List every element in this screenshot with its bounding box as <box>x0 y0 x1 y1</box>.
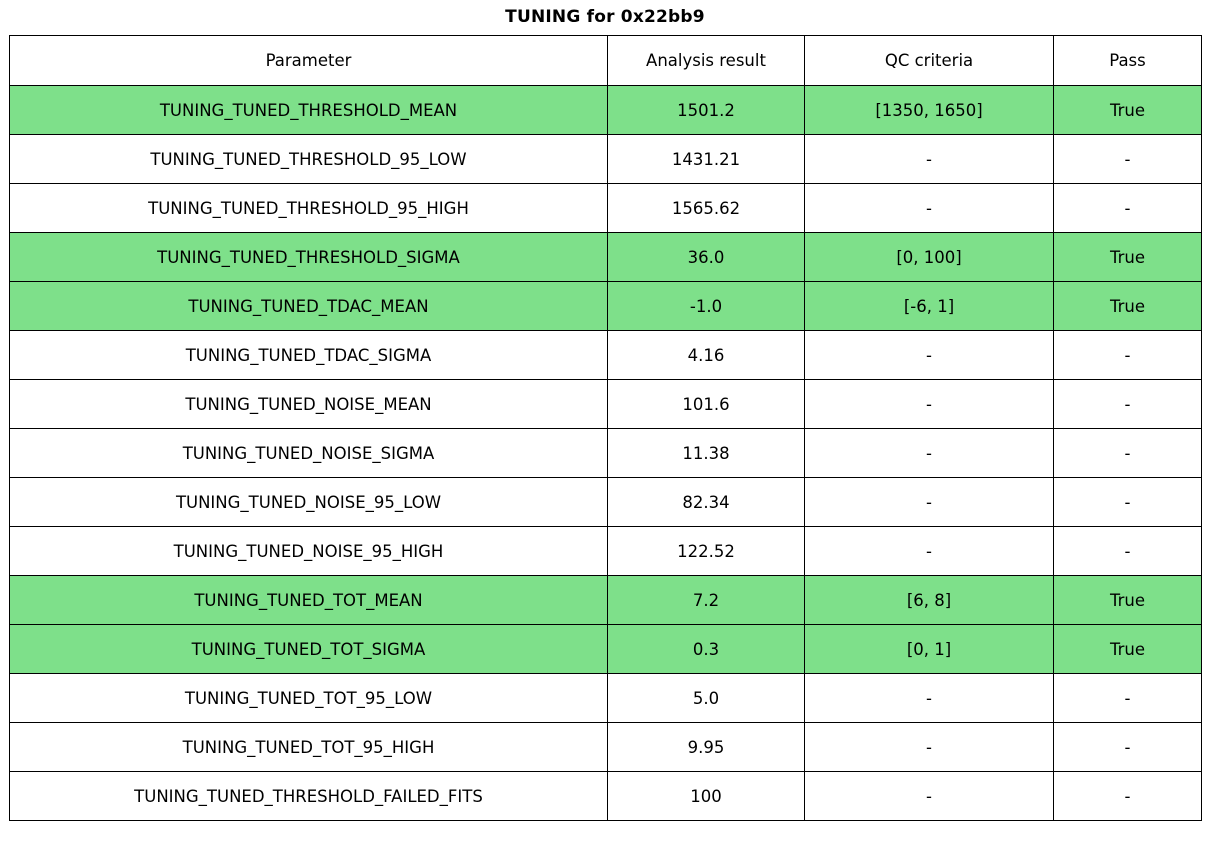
table-row <box>10 184 1202 233</box>
cell-pass: - <box>1054 380 1202 429</box>
cell-parameter: TUNING_TUNED_TOT_MEAN <box>10 576 608 625</box>
table-row <box>10 429 1202 478</box>
column-header-parameter: Parameter <box>10 36 608 86</box>
cell-qc-criteria: - <box>805 723 1054 772</box>
page-title: TUNING for 0x22bb9 <box>505 7 705 27</box>
cell-analysis-result: 1501.2 <box>608 86 805 135</box>
table-row <box>10 380 1202 429</box>
cell-analysis-result: 82.34 <box>608 478 805 527</box>
table-row <box>10 772 1202 821</box>
table-row <box>10 674 1202 723</box>
cell-qc-criteria: - <box>805 135 1054 184</box>
cell-parameter: TUNING_TUNED_NOISE_SIGMA <box>10 429 608 478</box>
cell-qc-criteria: [6, 8] <box>805 576 1054 625</box>
table-row <box>10 527 1202 576</box>
cell-parameter: TUNING_TUNED_THRESHOLD_SIGMA <box>10 233 608 282</box>
cell-qc-criteria: - <box>805 478 1054 527</box>
cell-qc-criteria: - <box>805 184 1054 233</box>
cell-pass: True <box>1054 625 1202 674</box>
cell-parameter: TUNING_TUNED_THRESHOLD_MEAN <box>10 86 608 135</box>
table-row <box>10 576 1202 625</box>
cell-pass: True <box>1054 576 1202 625</box>
cell-pass: - <box>1054 478 1202 527</box>
cell-analysis-result: 7.2 <box>608 576 805 625</box>
cell-qc-criteria: - <box>805 674 1054 723</box>
table-row <box>10 86 1202 135</box>
table-row <box>10 233 1202 282</box>
cell-qc-criteria: - <box>805 527 1054 576</box>
cell-parameter: TUNING_TUNED_NOISE_MEAN <box>10 380 608 429</box>
table-row <box>10 478 1202 527</box>
cell-pass: - <box>1054 331 1202 380</box>
cell-analysis-result: 36.0 <box>608 233 805 282</box>
cell-analysis-result: 11.38 <box>608 429 805 478</box>
cell-parameter: TUNING_TUNED_NOISE_95_HIGH <box>10 527 608 576</box>
cell-pass: - <box>1054 184 1202 233</box>
column-header-pass: Pass <box>1054 36 1202 86</box>
cell-parameter: TUNING_TUNED_TDAC_MEAN <box>10 282 608 331</box>
cell-qc-criteria: - <box>805 429 1054 478</box>
cell-analysis-result: 1431.21 <box>608 135 805 184</box>
cell-qc-criteria: [0, 1] <box>805 625 1054 674</box>
cell-parameter: TUNING_TUNED_THRESHOLD_95_HIGH <box>10 184 608 233</box>
column-header-analysis-result: Analysis result <box>608 36 805 86</box>
cell-pass: - <box>1054 772 1202 821</box>
cell-analysis-result: 0.3 <box>608 625 805 674</box>
cell-analysis-result: -1.0 <box>608 282 805 331</box>
cell-qc-criteria: [1350, 1650] <box>805 86 1054 135</box>
qc-table-container <box>0 35 1210 821</box>
cell-parameter: TUNING_TUNED_TOT_SIGMA <box>10 625 608 674</box>
cell-pass: - <box>1054 527 1202 576</box>
cell-analysis-result: 100 <box>608 772 805 821</box>
cell-parameter: TUNING_TUNED_THRESHOLD_95_LOW <box>10 135 608 184</box>
table-header-row <box>10 36 1202 86</box>
cell-pass: True <box>1054 282 1202 331</box>
cell-parameter: TUNING_TUNED_TOT_95_LOW <box>10 674 608 723</box>
table-row <box>10 723 1202 772</box>
table-row <box>10 282 1202 331</box>
cell-pass: - <box>1054 135 1202 184</box>
cell-qc-criteria: - <box>805 380 1054 429</box>
table-row <box>10 331 1202 380</box>
cell-analysis-result: 122.52 <box>608 527 805 576</box>
cell-qc-criteria: - <box>805 331 1054 380</box>
table-row <box>10 625 1202 674</box>
cell-analysis-result: 101.6 <box>608 380 805 429</box>
cell-qc-criteria: [0, 100] <box>805 233 1054 282</box>
cell-pass: True <box>1054 86 1202 135</box>
cell-parameter: TUNING_TUNED_THRESHOLD_FAILED_FITS <box>10 772 608 821</box>
table-row <box>10 135 1202 184</box>
cell-pass: - <box>1054 429 1202 478</box>
cell-parameter: TUNING_TUNED_TDAC_SIGMA <box>10 331 608 380</box>
cell-pass: - <box>1054 674 1202 723</box>
column-header-qc-criteria: QC criteria <box>805 36 1054 86</box>
cell-qc-criteria: - <box>805 772 1054 821</box>
cell-analysis-result: 4.16 <box>608 331 805 380</box>
cell-analysis-result: 1565.62 <box>608 184 805 233</box>
cell-parameter: TUNING_TUNED_NOISE_95_LOW <box>10 478 608 527</box>
qc-results-table <box>9 35 1202 821</box>
cell-analysis-result: 9.95 <box>608 723 805 772</box>
cell-analysis-result: 5.0 <box>608 674 805 723</box>
cell-qc-criteria: [-6, 1] <box>805 282 1054 331</box>
table-header <box>10 36 1202 86</box>
cell-pass: - <box>1054 723 1202 772</box>
table-body <box>10 86 1202 821</box>
cell-parameter: TUNING_TUNED_TOT_95_HIGH <box>10 723 608 772</box>
cell-pass: True <box>1054 233 1202 282</box>
